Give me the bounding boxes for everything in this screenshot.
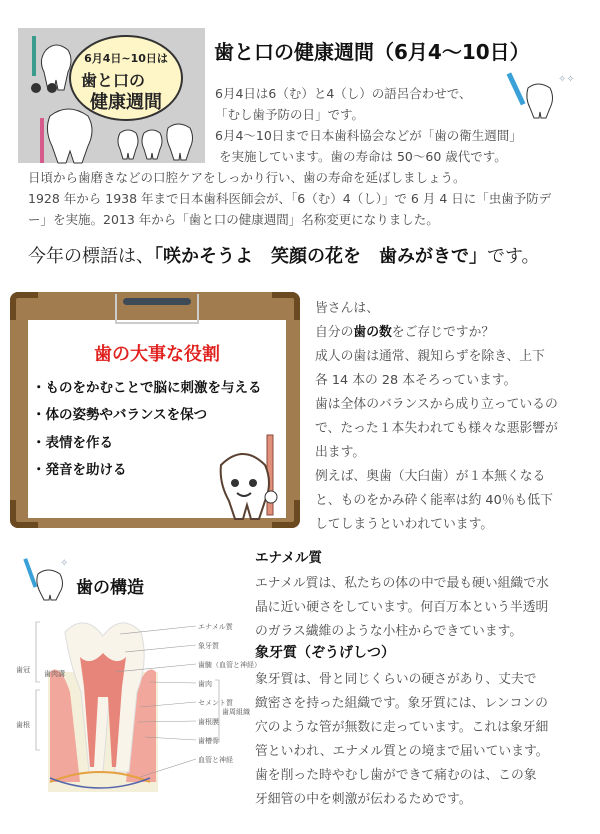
- diagram-label: 歯肉溝: [44, 670, 65, 678]
- diagram-label: 歯肉: [198, 680, 212, 688]
- role-item: ・発音を助ける: [32, 462, 127, 478]
- diagram-label: 象牙質: [198, 642, 219, 650]
- dentin-line: 管といわれ、エナメル質との境まで届いています。: [255, 744, 549, 759]
- diagram-label: 歯槽骨: [198, 737, 219, 745]
- roles-title: 歯の大事な役割: [94, 344, 220, 365]
- teeth-count-question: [315, 321, 494, 340]
- enamel-line: エナメル質は、私たちの体の中で最も硬い組織で水: [255, 576, 549, 591]
- intro-line: を実施しています。歯の寿命は 50～60 歳代です。: [219, 149, 507, 164]
- diagram-label: 血管と神経: [198, 756, 233, 764]
- intro-line: ー」を実施。2013 年から「歯と口の健康週間」名称変更になりました。: [28, 212, 439, 227]
- role-item: ・体の姿勢やバランスを保つ: [32, 407, 208, 423]
- tooth-toothbrush-icon: [24, 552, 76, 606]
- teeth-count-line: してしまうといわれています。: [315, 517, 494, 532]
- svg-text:✧✧: ✧✧: [558, 74, 575, 85]
- diagram-label: 歯根膜: [198, 718, 219, 726]
- role-item: ・ものをかむことで脳に刺激を与える: [32, 380, 262, 396]
- tooth-character-icon: [215, 435, 285, 524]
- text: 自分の: [315, 325, 354, 340]
- role-item: ・表情を作る: [32, 435, 113, 451]
- dentin-heading: 象牙質（ぞうげしつ）: [255, 645, 395, 661]
- diagram-label: 歯髄（血管と神経）: [198, 661, 261, 669]
- page-title: 歯と口の健康週間（6月4～10日）: [214, 40, 530, 64]
- teeth-count-line: 各 14 本の 28 本そろっています。: [315, 373, 517, 388]
- teeth-count-line: 皆さんは、: [315, 301, 379, 316]
- svg-text:健康週間: 健康週間: [90, 92, 162, 113]
- bold-text: 歯の数: [353, 325, 392, 340]
- intro-line: 6月4日は6（む）と4（し）の語呂合わせで、: [215, 86, 472, 101]
- svg-text:✧: ✧: [60, 558, 69, 569]
- teeth-count-line: で、たった１本失われても様々な悪影響が: [315, 421, 558, 436]
- intro-line: 日頃から歯磨きなどの口腔ケアをしっかり行い、歯の寿命を延ばしましょう。: [28, 170, 466, 185]
- teeth-count-line: 成人の歯は通常、親知らずを除き、上下: [315, 349, 545, 364]
- teeth-count-line: と、ものをかみ砕く能率は約 40％も低下: [315, 493, 553, 508]
- svg-text:6月4日~10日は: 6月4日~10日は: [84, 52, 168, 65]
- dentin-line: 穴のような管が無数に走っています。これは象牙細: [255, 720, 549, 735]
- teeth-count-line: 歯は全体のバランスから成り立っているの: [315, 397, 558, 412]
- slogan: [28, 242, 540, 268]
- slogan-quote: 「咲かそうよ 笑顔の花を 歯みがきで」: [154, 246, 487, 267]
- enamel-heading: エナメル質: [255, 550, 322, 566]
- slogan-prefix: 今年の標語は、: [28, 246, 154, 267]
- diagram-label: 歯根: [16, 721, 30, 729]
- teeth-count-line: 出ます。: [315, 445, 366, 460]
- diagram-label: 歯冠: [16, 666, 30, 674]
- intro-line: 「むし歯予防の日」です。: [215, 107, 365, 122]
- dentin-line: 牙細管の中を刺激が伝わるためです。: [255, 792, 472, 807]
- dentin-line: 象牙質は、骨と同じくらいの硬さがあり、丈夫で: [255, 672, 537, 687]
- diagram-label: エナメル質: [198, 623, 233, 631]
- hero-illustration: [18, 28, 205, 163]
- structure-title: 歯の構造: [76, 578, 144, 598]
- tooth-structure-diagram: [10, 612, 261, 806]
- dentin-line: 緻密さを持った組織です。象牙質には、レンコンの: [255, 696, 548, 711]
- diagram-label: セメント質: [198, 699, 233, 707]
- dentin-line: 歯を削った時やむし歯ができて痛むのは、この象: [255, 768, 537, 783]
- text: をご存じですか？: [391, 325, 495, 340]
- teeth-count-line: 例えば、奥歯（大臼歯）が１本無くなる: [315, 469, 546, 484]
- clipboard-clip: [115, 294, 199, 324]
- tooth-toothbrush-icon: [510, 70, 575, 124]
- intro-line: 1928 年から 1938 年まで日本歯科医師会が、「6（む）4（し）」で 6 月 4 日に「虫歯予防デ: [28, 191, 552, 206]
- intro-line: 6月4～10日まで日本歯科協会などが「歯の衛生週間」: [215, 128, 522, 143]
- slogan-suffix: です。: [487, 246, 540, 267]
- svg-text:歯と口の: 歯と口の: [80, 71, 146, 90]
- diagram-label: 歯周組織: [222, 708, 250, 716]
- enamel-line: 晶に近い硬さをしています。何百万本という半透明: [255, 600, 549, 615]
- enamel-line: のガラス繊維のような小柱からできています。: [255, 624, 523, 639]
